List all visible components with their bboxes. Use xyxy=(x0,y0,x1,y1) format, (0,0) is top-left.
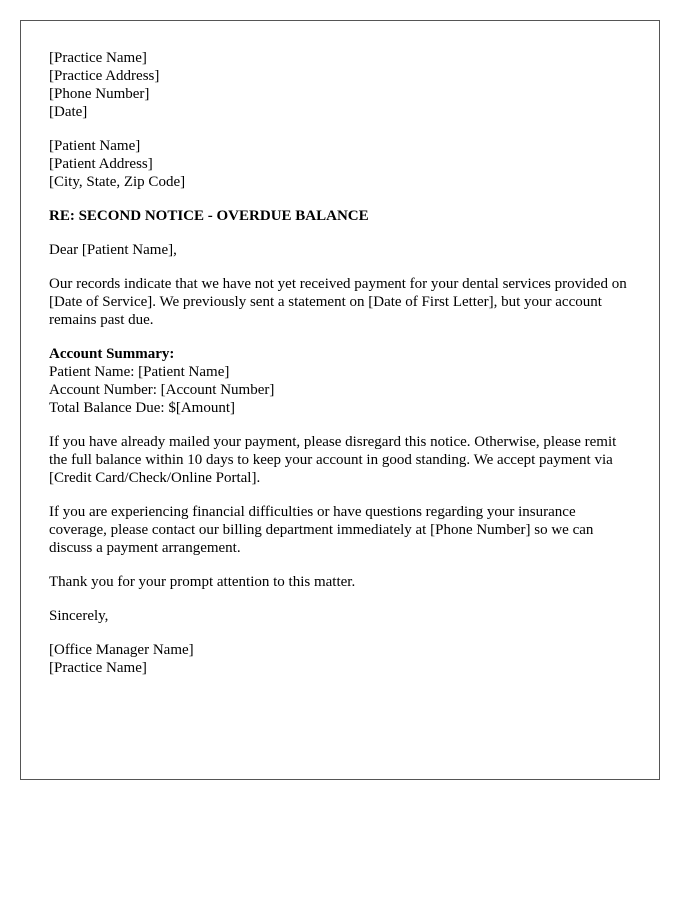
closing-block xyxy=(49,607,631,625)
signature-block xyxy=(49,641,631,677)
account-summary-block xyxy=(49,345,631,417)
recipient-patient-address: [Patient Address] xyxy=(49,156,153,172)
summary-patient-name: Patient Name: [Patient Name] xyxy=(49,364,230,380)
paragraph-2-text: If you have already mailed your payment, please disregard this notice. Otherwise, please remit the full balance within 10 days to keep your account in good standing. We accept payment via [Credit Card/Check/Online Portal]. xyxy=(49,434,617,486)
body-paragraph-3 xyxy=(49,503,631,557)
letter-date: [Date] xyxy=(49,104,88,120)
body-paragraph-1 xyxy=(49,275,631,329)
recipient-city-state-zip: [City, State, Zip Code] xyxy=(49,174,186,190)
body-paragraph-4 xyxy=(49,573,631,591)
account-summary-heading: Account Summary: xyxy=(49,346,175,362)
subject-block xyxy=(49,207,631,225)
sender-practice-name: [Practice Name] xyxy=(49,50,147,66)
summary-total-balance: Total Balance Due: $[Amount] xyxy=(49,400,235,416)
summary-account-number: Account Number: [Account Number] xyxy=(49,382,275,398)
closing-text: Sincerely, xyxy=(49,608,109,624)
paragraph-1-text: Our records indicate that we have not yet received payment for your dental services provided on [Date of Service]. We previously sent a statement on [Date of First Letter], but your account remains past due. xyxy=(49,276,627,328)
paragraph-4-text: Thank you for your prompt attention to this matter. xyxy=(49,574,356,590)
recipient-patient-name: [Patient Name] xyxy=(49,138,141,154)
sender-block xyxy=(49,49,631,121)
sender-practice-address: [Practice Address] xyxy=(49,68,160,84)
sender-phone-number: [Phone Number] xyxy=(49,86,150,102)
signature-practice-name: [Practice Name] xyxy=(49,660,147,676)
letter-page xyxy=(20,20,660,780)
body-paragraph-2 xyxy=(49,433,631,487)
paragraph-3-text: If you are experiencing financial difficulties or have questions regarding your insurance coverage, please contact our billing department immediately at [Phone Number] so we can discuss a payment arrangement. xyxy=(49,504,594,556)
signature-manager-name: [Office Manager Name] xyxy=(49,642,194,658)
recipient-block xyxy=(49,137,631,191)
salutation: Dear [Patient Name], xyxy=(49,242,177,258)
salutation-block xyxy=(49,241,631,259)
subject-line: RE: SECOND NOTICE - OVERDUE BALANCE xyxy=(49,208,369,224)
